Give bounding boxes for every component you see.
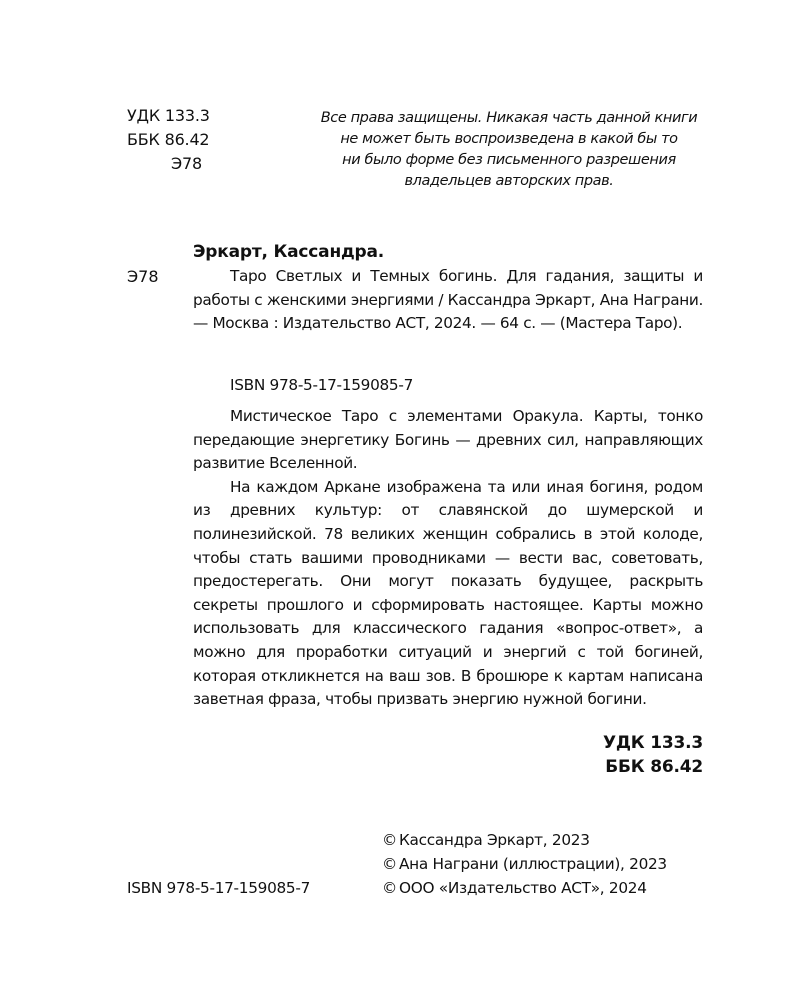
annotation-paragraph: Мистическое Таро с элементами Оракула. Карты, тонко передающие энергетику Богинь — древних сил, направляющих развитие Вселенной.	[193, 407, 703, 473]
rights-notice	[300, 108, 718, 192]
rights-notice-line: Все права защищены. Никакая часть данной книги	[320, 110, 698, 126]
catalog-code: Э78	[127, 267, 159, 286]
bbk-code: ББК 86.42	[127, 130, 210, 149]
rights-notice-line: владельцев авторских прав.	[404, 173, 614, 189]
rights-notice-line: ни было форме без письменного разрешения	[342, 152, 676, 168]
isbn: ISBN 978-5-17-159085-7	[230, 376, 414, 394]
bibliographic-record	[193, 265, 703, 336]
copyright-icon: ©	[382, 879, 397, 897]
copyright-line	[382, 828, 667, 852]
annotation	[193, 405, 703, 712]
isbn-bottom: ISBN 978-5-17-159085-7	[127, 879, 311, 897]
author-heading: Эркарт, Кассандра.	[193, 242, 385, 262]
rights-notice-line: не может быть воспроизведена в какой бы то	[340, 131, 678, 147]
copyright-text: Ана Награни (иллюстрации), 2023	[399, 855, 667, 873]
copyright-icon: ©	[382, 855, 397, 873]
bibliographic-text: Таро Светлых и Темных богинь. Для гадания, защиты и работы с женскими энергиями / Кассандра Эркарт, Ана Награни. — Москва : Издательство АСТ, 2024. — 64 с. — (Мастера Таро).	[193, 267, 703, 333]
author-mark-code: Э78	[171, 154, 202, 173]
copyright-icon: ©	[382, 831, 397, 849]
bbk-summary: ББК 86.42	[605, 757, 703, 777]
copyright-line	[382, 852, 667, 876]
copyright-line	[382, 876, 667, 900]
copyright-text: ООО «Издательство АСТ», 2024	[399, 879, 647, 897]
copyright-text: Кассандра Эркарт, 2023	[399, 831, 590, 849]
udk-code: УДК 133.3	[127, 106, 210, 125]
annotation-paragraph: На каждом Аркане изображена та или иная богиня, родом из древних культур: от славянской до шумерской и полинезийской. 78 великих женщин собрались в этой колоде, чтобы стать вашими проводниками — вести вас, советовать, предостерегать. Они могут показать будущее, раскрыть секреты прошлого и сформировать настоящее. Карты можно использовать для классического гадания «вопрос-ответ», а можно для проработки ситуаций и энергий с той богиней, которая откликнется на ваш зов. В брошюре к картам написана заветная фраза, чтобы призвать энергию нужной богини.	[193, 477, 703, 709]
udk-summary: УДК 133.3	[602, 733, 703, 753]
copyright-block	[382, 828, 667, 900]
classification-summary	[603, 731, 703, 779]
